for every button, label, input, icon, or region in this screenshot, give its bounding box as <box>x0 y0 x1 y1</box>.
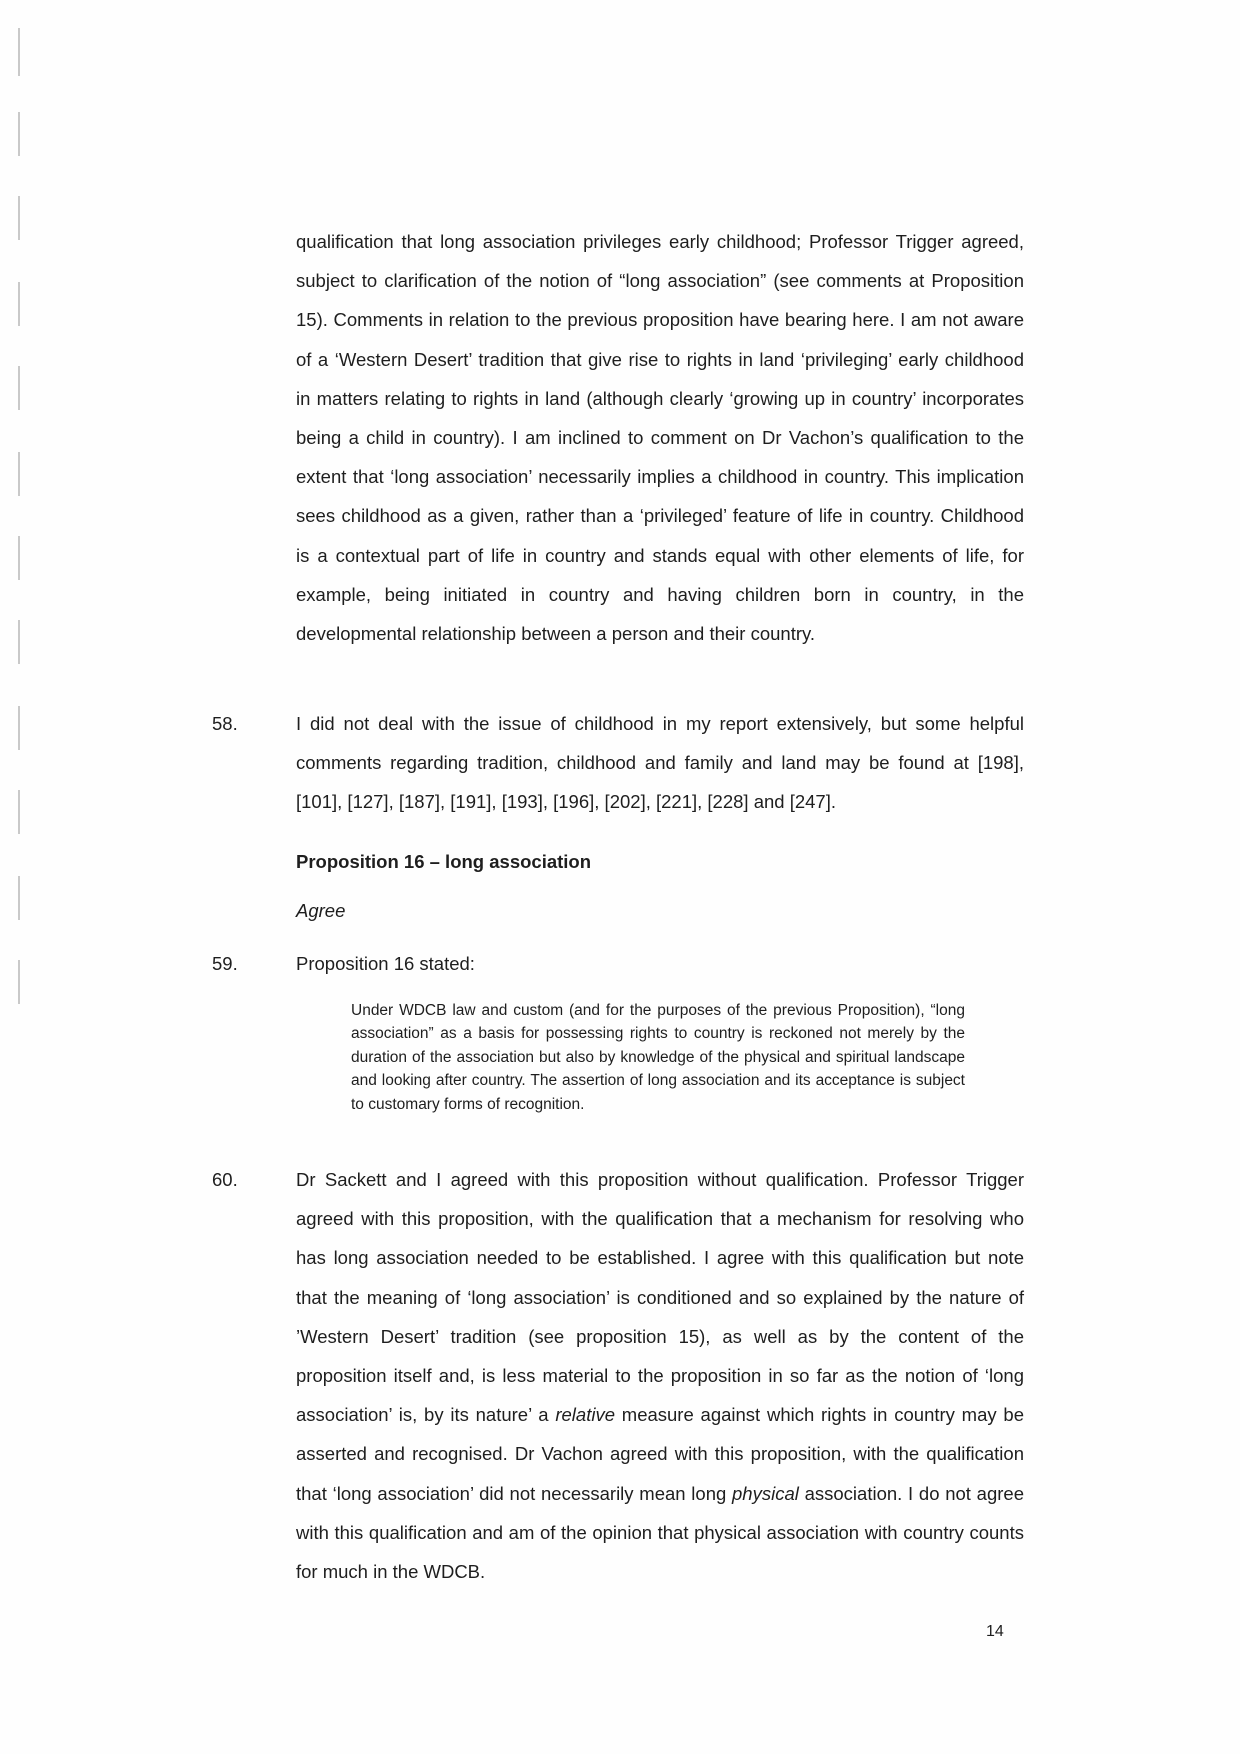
scan-mark <box>18 366 20 410</box>
paragraph-number-60: 60. <box>212 1169 238 1190</box>
emphasis-physical: physical <box>732 1482 799 1504</box>
paragraph-60-text-part2: measure against which rights in country may be asserted and recognised. Dr Vachon agreed with this proposition, with the qualification that ‘long association’ did not necessarily mean long <box>296 1404 1024 1504</box>
scan-mark <box>18 28 20 76</box>
paragraph-60-text-part3: association. I do not agree with this qualification and am of the opinion that physical association with country counts for much in the WDCB. <box>296 1482 1024 1583</box>
scan-mark <box>18 876 20 920</box>
scan-mark <box>18 282 20 326</box>
paragraph-60-text-part1: Dr Sackett and I agreed with this proposition without qualification. Professor Trigger agreed with this proposition, with the qualification that a mechanism for resolving who has long association needed to be established. I agree with this qualification but note that the meaning of ‘long association’ is conditioned and so explained by the nature of ’Western Desert’ tradition (see proposition 15), as well as by the content of the proposition itself and, is less material to the proposition in so far as the notion of ‘long association’ is, by its nature’ a <box>296 1169 1024 1426</box>
proposition-16-quote: Under WDCB law and custom (and for the purposes of the previous Proposition), “long association” as a basis for possessing rights to country is reckoned not merely by the duration of the association but also by knowledge of the physical and spiritual landscape and looking after country. The assertion of long association and its acceptance is subject to customary forms of recognition. <box>351 1002 965 1113</box>
paragraph-57-continuation: qualification that long association privileges early childhood; Professor Trigger agreed, subject to clarification of the notion of “long association” (see comments at Proposition 15). Comments in relation to the previous proposition have bearing here. I am not aware of a ‘Western Desert’ tradition that give rise to rights in land ‘privileging’ early childhood in matters relating to rights in land (although clearly ‘growing up in country’ incorporates being a child in country). I am inclined to comment on Dr Vachon’s qualification to the extent that ‘long association’ necessarily implies a childhood in country. This implication sees childhood as a given, rather than a ‘privileged’ feature of life in country. Childhood is a contextual part of life in country and stands equal with other elements of life, for example, being initiated in country and having children born in country, in the developmental relationship between a person and their country. <box>296 231 1024 645</box>
scan-mark <box>18 536 20 580</box>
paragraph-number-58: 58. <box>212 713 238 734</box>
scan-mark <box>18 620 20 664</box>
proposition-16-verdict: Agree <box>296 900 346 921</box>
paragraph-60-text <box>296 1160 1024 1591</box>
paragraph-58-text: I did not deal with the issue of childhood in my report extensively, but some helpful comments regarding tradition, childhood and family and land may be found at [198], [101], [127], [187], [191], [193], [196], [202], [221], [228] and [247]. <box>296 713 1024 813</box>
page-number: 14 <box>986 1623 1004 1640</box>
scan-mark <box>18 452 20 496</box>
scan-mark <box>18 706 20 750</box>
proposition-16-heading: Proposition 16 – long association <box>296 851 592 872</box>
scan-mark <box>18 960 20 1004</box>
emphasis-relative: relative <box>555 1404 615 1426</box>
scan-mark <box>18 196 20 240</box>
scan-mark <box>18 790 20 834</box>
paragraph-59-text: Proposition 16 stated: <box>296 953 475 974</box>
scan-mark <box>18 112 20 156</box>
paragraph-number-59: 59. <box>212 953 238 974</box>
